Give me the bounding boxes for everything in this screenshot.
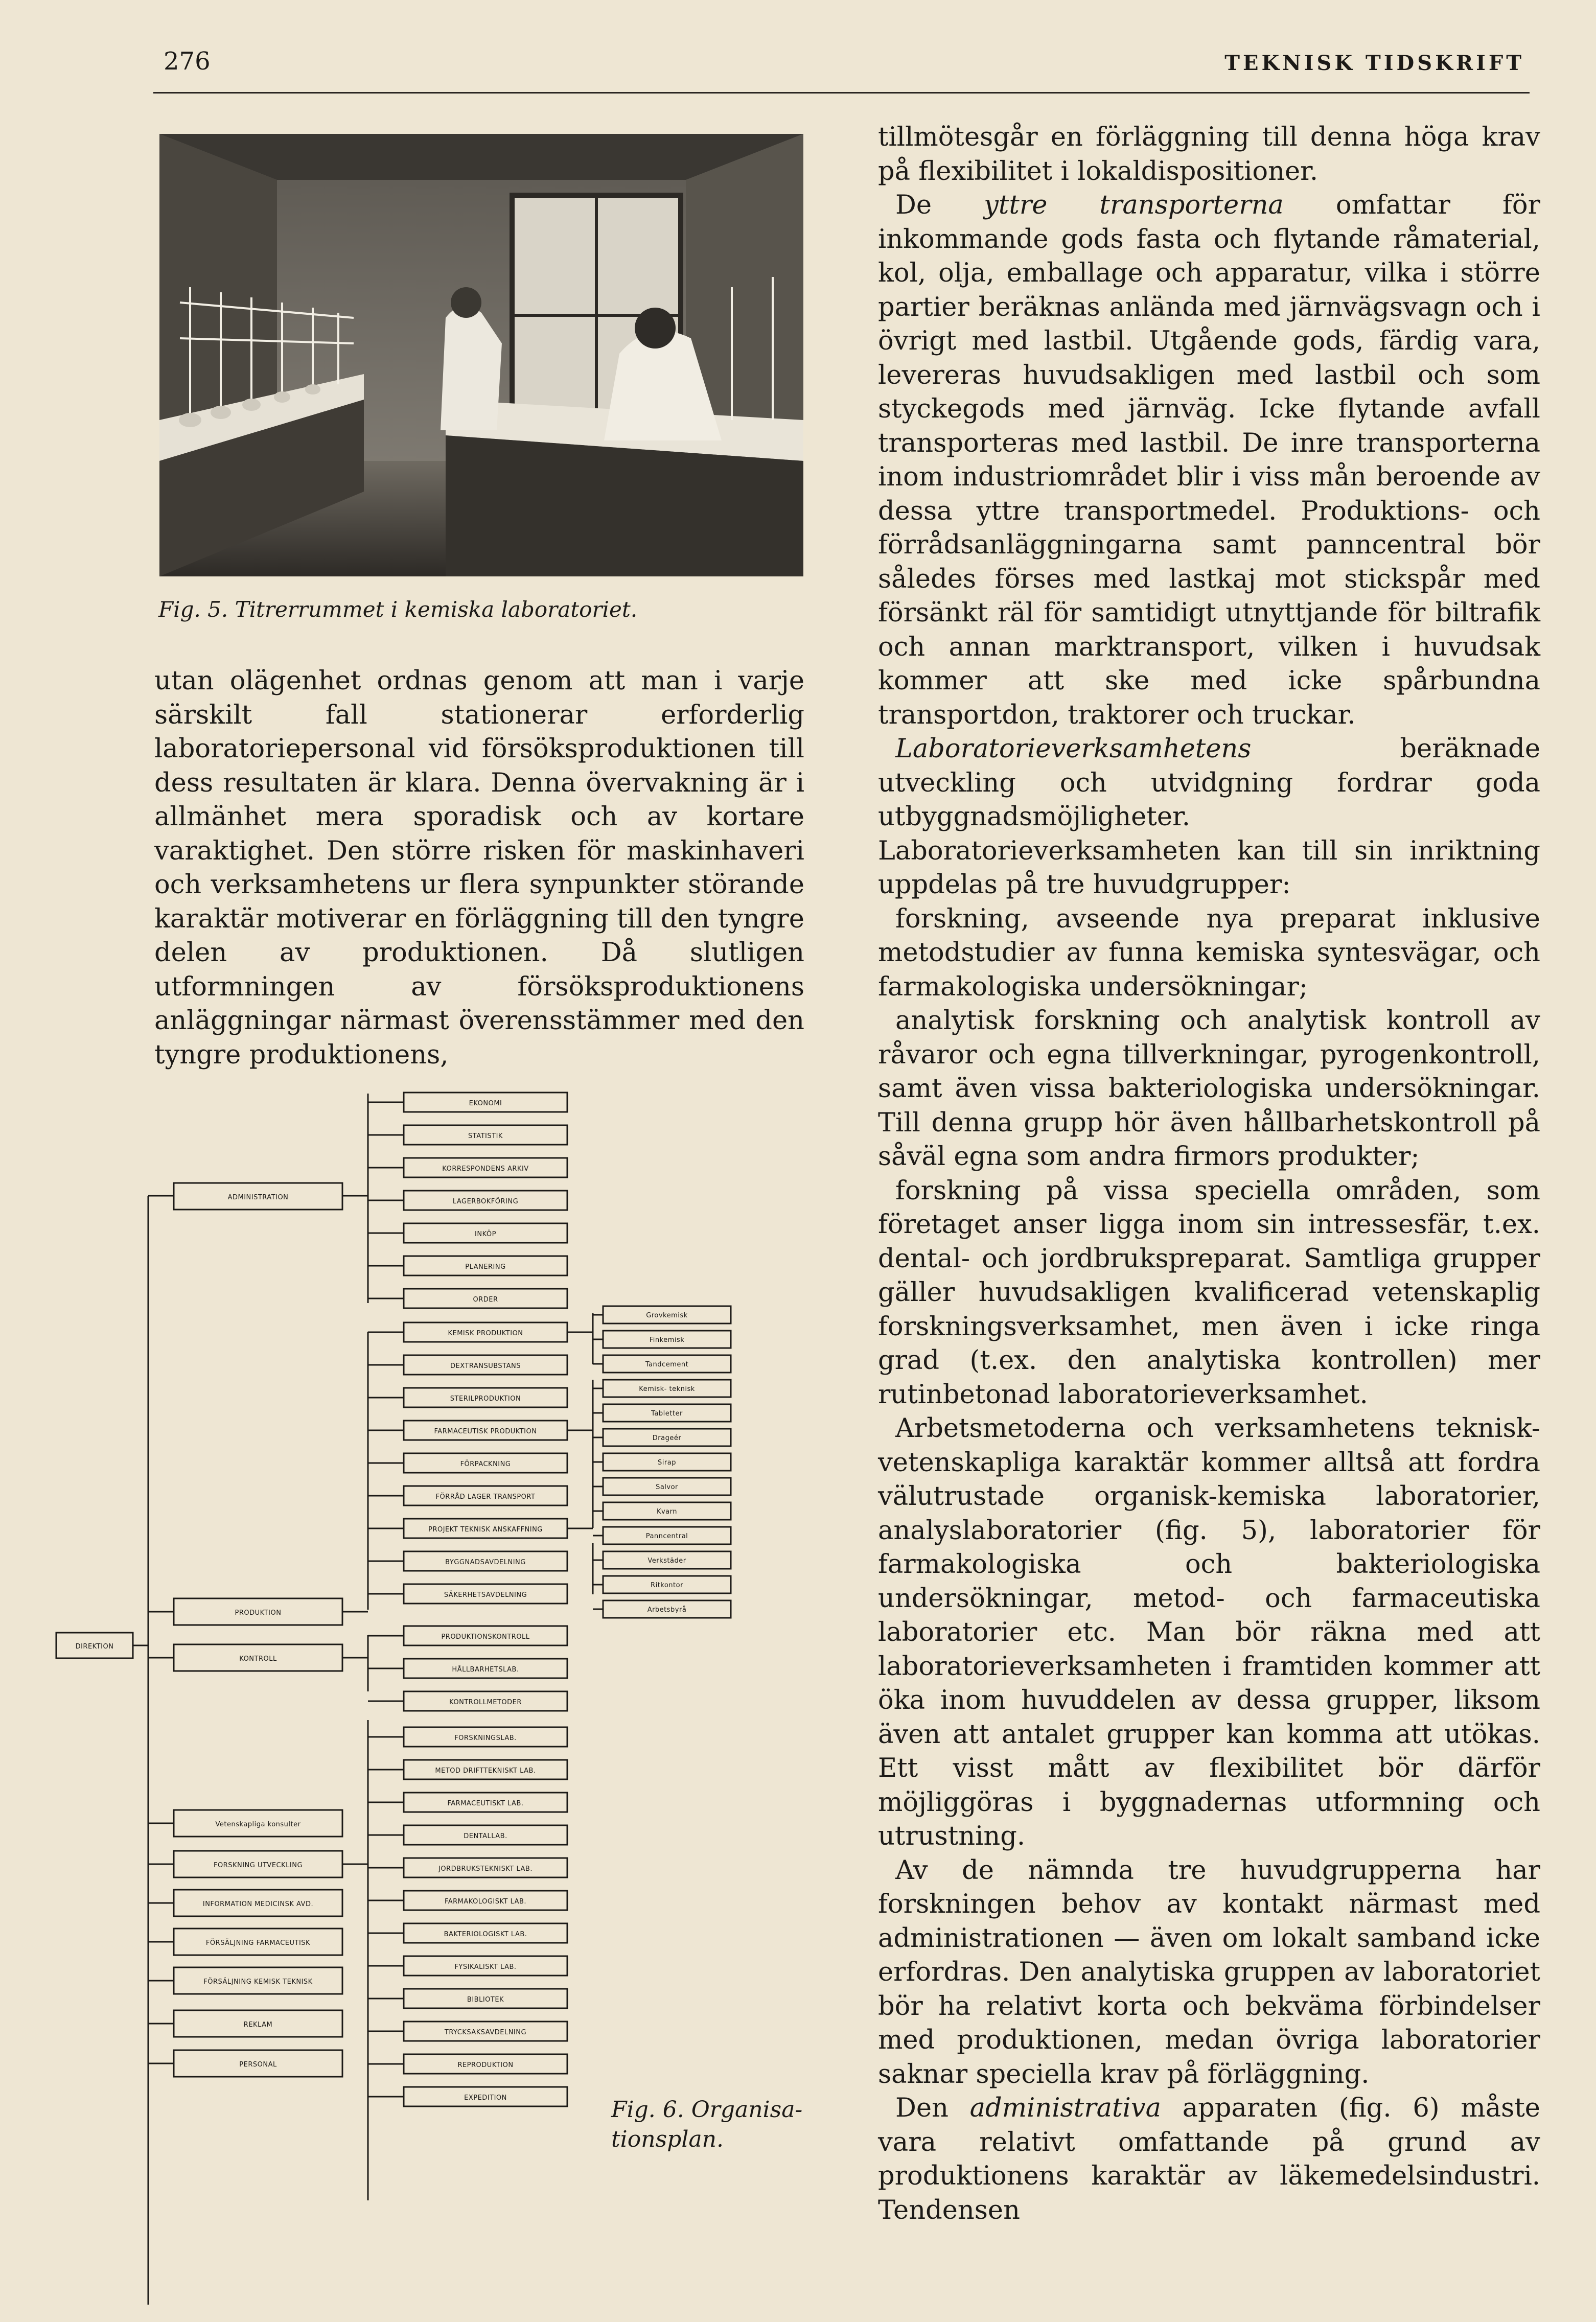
- org-label-konsulter: Vetenskapliga konsulter: [215, 1821, 301, 1828]
- left-column: [154, 664, 804, 1072]
- org-label-information: INFORMATION MEDICINSK AVD.: [202, 1900, 314, 1908]
- research-unit: EXPEDITION: [464, 2094, 507, 2102]
- org-label-reklam: REKLAM: [243, 2021, 273, 2029]
- research-unit: JORDBRUKSTEKNISKT LAB.: [438, 1865, 533, 1873]
- paragraph-7: Arbetsmetoderna och verksamhetens teknisk-vetenskapliga karaktär kommer alltså att fordra välutrustade organisk-kemiska laboratorier, analyslaboratorier (fig. 5), laboratorier för farmakologiska och bakteriologiska undersökningar, metod- och farmaceutiska laboratorier etc. Man bör räkna med att laboratorieverksamheten i framtiden kommer att öka inom huvuddelen av dessa grupper, liksom även att antalet grupper kan komma att utökas. Ett visst mått av flexibilitet bör därför möjliggöras i byggnadernas utformning och utrustning.: [878, 1413, 1540, 1851]
- prod-sub-unit: Sirap: [658, 1459, 676, 1467]
- prod-sub-unit: Panncentral: [645, 1532, 688, 1540]
- research-unit: FARMAKOLOGISKT LAB.: [444, 1898, 527, 1906]
- prod-sub-unit: Salvor: [656, 1483, 678, 1491]
- prod-unit: DEXTRANSUBSTANS: [450, 1362, 521, 1370]
- admin-unit: ORDER: [473, 1296, 498, 1304]
- prod-unit: SÄKERHETSAVDELNING: [444, 1591, 527, 1599]
- admin-units: [368, 1093, 567, 1308]
- org-label-forsaljning-kemisk: FÖRSÄLJNING KEMISK TEKNISK: [203, 1978, 313, 1986]
- org-label-administration: ADMINISTRATION: [227, 1194, 289, 1201]
- control-unit: HÅLLBARHETSLAB.: [452, 1666, 519, 1674]
- org-label-forskning: FORSKNING UTVECKLING: [213, 1862, 303, 1869]
- prod-unit: FARMACEUTISK PRODUKTION: [434, 1428, 537, 1435]
- research-unit: DENTALLAB.: [464, 1832, 507, 1840]
- admin-unit: INKÖP: [475, 1230, 496, 1238]
- prod-unit: FÖRRÅD LAGER TRANSPORT: [435, 1493, 536, 1501]
- admin-unit: PLANERING: [465, 1263, 506, 1271]
- prod-unit: FÖRPACKNING: [460, 1460, 511, 1468]
- paragraph-4: forskning, avseende nya preparat inklusive metodstudier av funna kemiska syntesvägar, och farmakologiska undersökningar;: [878, 903, 1540, 1002]
- figure-6-caption-line-1: Fig. 6. Organisa-: [611, 2097, 803, 2123]
- research-unit: REPRODUKTION: [457, 2061, 514, 2069]
- prod-unit: KEMISK PRODUKTION: [448, 1330, 523, 1337]
- research-unit: BAKTERIOLOGISKT LAB.: [444, 1931, 527, 1938]
- admin-unit: EKONOMI: [469, 1100, 502, 1107]
- running-head: TEKNISK TIDSKRIFT: [1224, 51, 1524, 75]
- research-unit: FYSIKALISKT LAB.: [454, 1963, 517, 1971]
- research-unit: FORSKNINGSLAB.: [454, 1734, 517, 1742]
- right-column: [878, 121, 1540, 2227]
- prod-sub-unit: Tandcement: [645, 1361, 689, 1368]
- org-label-produktion: PRODUKTION: [235, 1609, 282, 1617]
- prod-sub-unit: Drageér: [652, 1434, 682, 1442]
- research-units: [368, 1727, 567, 2106]
- page-number: 276: [164, 47, 211, 76]
- figure-6-caption: [611, 2095, 802, 2154]
- prod-sub-unit: Finkemisk: [649, 1336, 685, 1344]
- prod-unit: STERILPRODUKTION: [450, 1395, 521, 1403]
- figure-6-caption-line-2: tionsplan.: [611, 2126, 724, 2152]
- production-units: [368, 1322, 567, 1604]
- paragraph-3: Laboratorieverksamhetens beräknade utveckling och utvidgning fordrar goda utbyggnadsmöjligheter. Laboratorieverksamheten kan till sin inriktning uppdelas på tre huvudgrupper:: [878, 734, 1540, 900]
- admin-unit: LAGERBOKFÖRING: [452, 1198, 519, 1205]
- header-rule: [153, 92, 1530, 94]
- admin-unit: KORRESPONDENS ARKIV: [442, 1165, 529, 1173]
- figure-5-caption: Fig. 5. Titrerrummet i kemiska laboratoriet.: [158, 597, 638, 622]
- prod-sub-unit: Tabletter: [651, 1410, 683, 1418]
- paragraph-1: tillmötesgår en förläggning till denna höga krav på flexibilitet i lokaldispositioner.: [878, 122, 1540, 187]
- paragraph-9: Den administrativa apparaten (fig. 6) måste vara relativt omfattande på grund av produktionens karaktär av läkemedelsindustri. Tendensen: [878, 2093, 1540, 2225]
- research-unit: METOD DRIFTTEKNISKT LAB.: [435, 1767, 536, 1775]
- figure-5-photo: [159, 134, 803, 576]
- prod-sub-unit: Ritkontor: [651, 1582, 683, 1589]
- control-units: [368, 1626, 567, 1711]
- org-label-kontroll: KONTROLL: [239, 1655, 277, 1663]
- org-label-root: DIREKTION: [75, 1643, 114, 1651]
- prod-unit: BYGGNADSAVDELNING: [445, 1559, 526, 1566]
- prod-sub-unit: Grovkemisk: [646, 1312, 688, 1319]
- admin-unit: STATISTIK: [468, 1132, 503, 1140]
- prod-unit: PROJEKT TEKNISK ANSKAFFNING: [428, 1526, 543, 1534]
- prod-sub-unit: Kvarn: [656, 1508, 678, 1516]
- paragraph-2: De yttre transporterna omfattar för inkommande gods fasta och flytande råmaterial, kol, olja, emballage och apparatur, vilka i större partier beräknas anlända med järnvägsvagn och i övrigt med lastbil. Utgående gods, färdig vara, levereras huvudsakligen med lastbil och som styckegods med järnväg. Icke flytande avfall transporteras med lastbil. De inre transporterna inom industriområdet blir i viss mån beroende av dessa yttre transportmedel. Produktions- och förrådsanläggningarna samt panncentral bör således förses med lastkaj mot stickspår med försänkt räl för samtidigt utnyttjande för biltrafik och annan marktransport, vilken i huvudsak kommer att ske med icke spårbundna transportdon, traktorer och truckar.: [878, 190, 1540, 730]
- prod-sub-unit: Arbetsbyrå: [647, 1606, 687, 1614]
- production-sub-units: [593, 1306, 731, 1618]
- prod-sub-unit: Verkstäder: [647, 1557, 686, 1565]
- research-unit: TRYCKSAKSAVDELNING: [444, 2029, 527, 2036]
- org-label-forsaljning-farm: FÖRSÄLJNING FARMACEUTISK: [205, 1939, 311, 1947]
- paragraph-8: Av de nämnda tre huvudgrupperna har forskningen behov av kontakt närmast med administrationen — även om lokalt samband icke erfordras. Den analytiska gruppen av laboratoriet bör ha relativt korta och bekväma förbindelser med produktionen, medan övriga laboratorier saknar speciella krav på förläggning.: [878, 1855, 1540, 2089]
- org-label-personal: PERSONAL: [239, 2061, 277, 2069]
- research-unit: FARMACEUTISKT LAB.: [447, 1800, 524, 1807]
- research-unit: BIBLIOTEK: [467, 1996, 504, 2004]
- left-paragraph: utan olägenhet ordnas genom att man i varje särskilt fall stationerar erforderlig laboratoriepersonal vid försöksproduktionen till dess resultaten är klara. Denna övervakning är i allmänhet mera sporadisk och av kortare varaktighet. Den större risken för maskinhaveri och verksamhetens ur flera synpunkter störande karaktär motiverar en förläggning till den tyngre delen av produktionen. Då slutligen utformningen av försöksproduktionens anläggningar närmast överensstämmer med den tyngre produktionens,: [154, 666, 804, 1070]
- level2-group: [148, 1183, 342, 2077]
- control-unit: KONTROLLMETODER: [449, 1699, 522, 1706]
- paragraph-6: forskning på vissa speciella områden, som företaget anser ligga inom sin intressesfär, t.ex. dental- och jordbrukspreparat. Samtliga grupper gäller huvudsakligen kvalificerad vetenskaplig forskningsverksamhet, men även i icke ringa grad (t.ex. den analytiska kontrollen) mer rutinbetonad laboratorieverksamhet.: [878, 1175, 1540, 1410]
- prod-sub-unit: Kemisk- teknisk: [639, 1385, 695, 1393]
- control-unit: PRODUKTIONSKONTROLL: [441, 1633, 530, 1641]
- paragraph-5: analytisk forskning och analytisk kontroll av råvaror och egna tillverkningar, pyrogenkontroll, samt även vissa bakteriologiska undersökningar. Till denna grupp hör även hållbarhetskontroll på såväl egna som andra firmors produkter;: [878, 1006, 1540, 1172]
